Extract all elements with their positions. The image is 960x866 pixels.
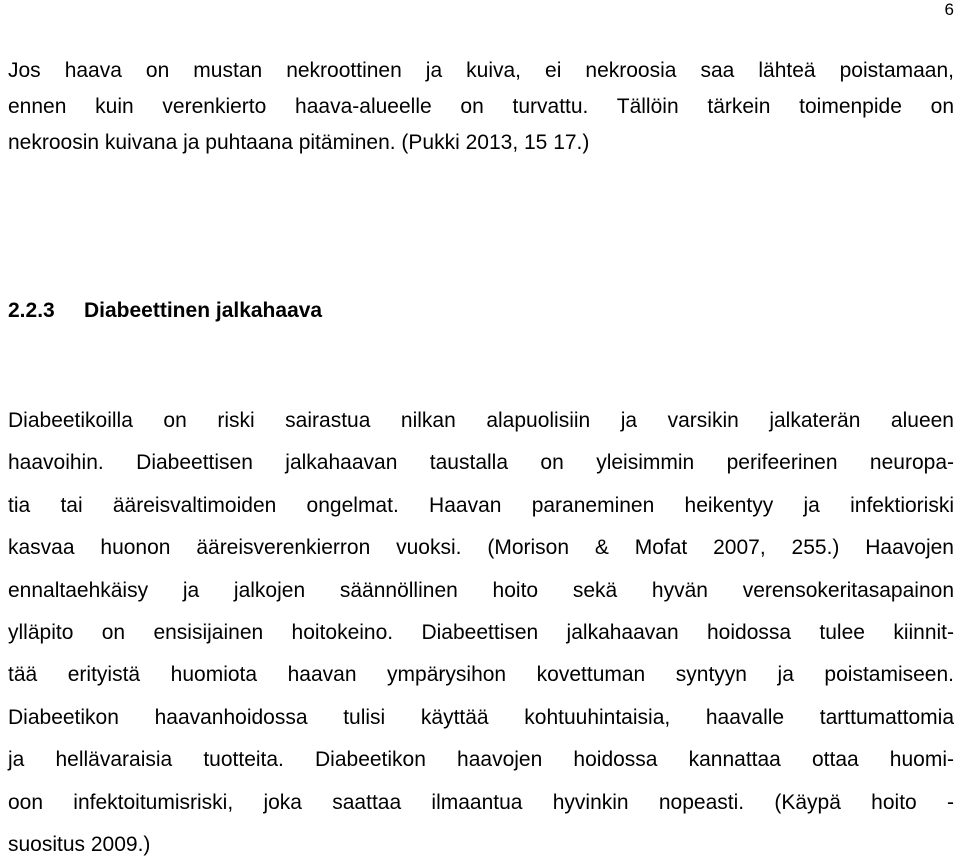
- page-number: 6: [944, 0, 954, 19]
- text-line: Diabeetikon haavanhoidossa tulisi käyttää kohtuuhintaisia, haavalle tarttumattomia: [8, 705, 954, 729]
- text-line: kasvaa huonon ääreisverenkierron vuoksi. (Morison & Mofat 2007, 255.) Haavojen: [8, 536, 954, 560]
- text-line: tää erityistä huomiota haavan ympärysihon kovettuman syntyyn ja poistamiseen.: [8, 663, 954, 687]
- text-line: suositus 2009.): [8, 833, 151, 857]
- section-title: Diabeettinen jalkahaava: [84, 299, 323, 322]
- section-number: 2.2.3: [8, 299, 55, 322]
- paragraph-necrosis: [8, 53, 954, 161]
- text-line: ja hellävaraisia tuotteita. Diabeetikon haavojen hoidossa kannattaa ottaa huomi-: [8, 748, 954, 772]
- text-line: Diabeetikoilla on riski sairastua nilkan alapuolisiin ja varsikin jalkaterän alueen: [8, 409, 954, 432]
- text-line: ennaltaehkäisy ja jalkojen säännöllinen hoito sekä hyvän verensokeritasapainon: [8, 578, 954, 602]
- text-line: Jos haava on mustan nekroottinen ja kuiva, ei nekroosia saa lähteä poistamaan,: [8, 59, 954, 82]
- text-line: haavoihin. Diabeettisen jalkahaavan taustalla on yleisimmin perifeerinen neuropa-: [8, 451, 954, 475]
- text-line: nekroosin kuivana ja puhtaana pitäminen. (Pukki 2013, 15 17.): [8, 131, 590, 154]
- paragraph-diabetic-foot: [8, 400, 954, 866]
- text-line: ylläpito on ensisijainen hoitokeino. Diabeettisen jalkahaavan hoidossa tulee kiinnit-: [8, 621, 954, 645]
- document-body: [8, 53, 954, 857]
- text-line: oon infektoitumisriski, joka saattaa ilmaantua hyvinkin nopeasti. (Käypä hoito -: [8, 790, 954, 814]
- text-line: ennen kuin verenkierto haava-alueelle on turvattu. Tällöin tärkein toimenpide on: [8, 95, 954, 118]
- text-line: tia tai ääreisvaltimoiden ongelmat. Haavan paraneminen heikentyy ja infektioriski: [8, 493, 954, 517]
- section-heading: [8, 296, 322, 326]
